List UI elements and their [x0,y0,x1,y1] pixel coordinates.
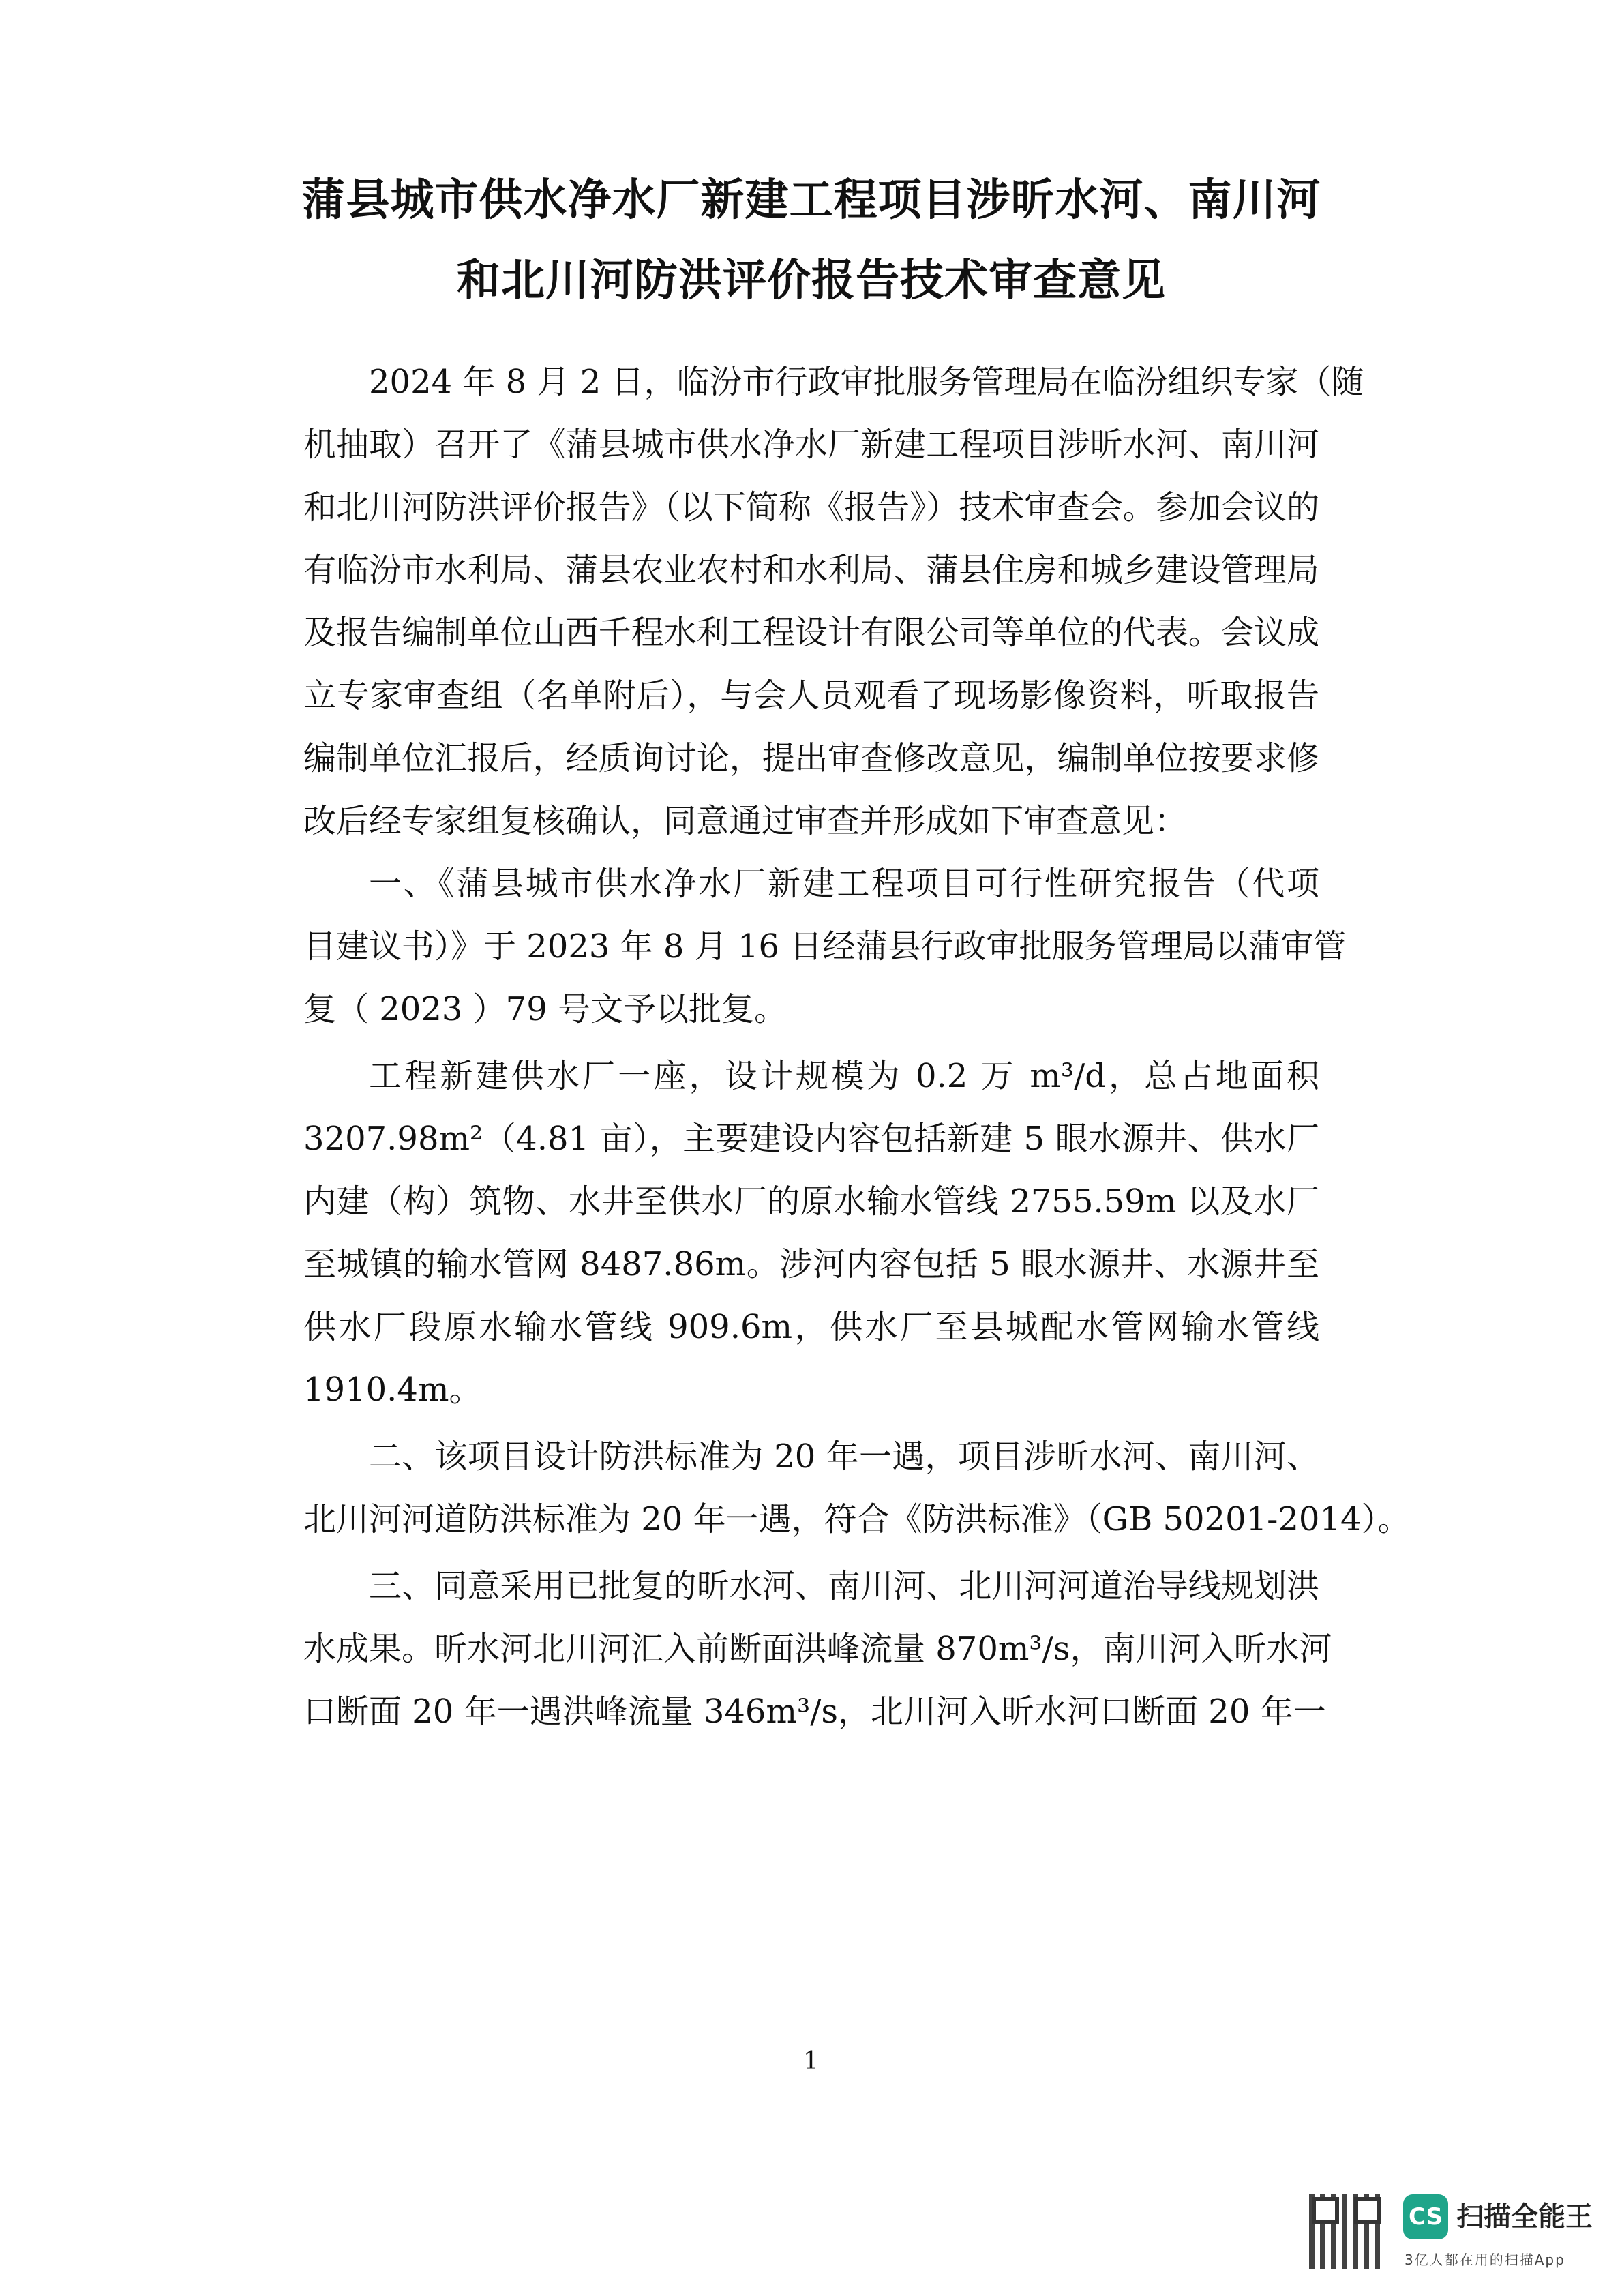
body-line: 口断面 20 年一遇洪峰流量 346m³/s，北川河入昕水河口断面 20 年一 [303,1693,1326,1731]
body-line: 至城镇的输水管网 8487.86m。涉河内容包括 5 眼水源井、水源井至 [303,1245,1319,1283]
body-line: 改后经专家组复核确认，同意通过审查并形成如下审查意见： [303,802,1188,840]
body-line: 立专家审查组（名单附后），与会人员观看了现场影像资料，听取报告 [303,676,1319,715]
body-line: 及报告编制单位山西千程水利工程设计有限公司等单位的代表。会议成 [303,614,1319,652]
scanner-watermark [1309,2194,1609,2276]
qr-code-icon [1309,2194,1384,2269]
document-title-line-2: 和北川河防洪评价报告技术审查意见 [457,256,1166,306]
body-line: 二、该项目设计防洪标准为 20 年一遇，项目涉昕水河、南川河、 [369,1437,1319,1476]
body-line: 2024 年 8 月 2 日，临汾市行政审批服务管理局在临汾组织专家（随 [369,363,1364,401]
watermark-tagline: 3亿人都在用的扫描App [1405,2252,1565,2268]
body-line: 北川河河道防洪标准为 20 年一遇，符合《防洪标准》（GB 50201-2014）。 [303,1500,1411,1538]
body-line: 和北川河防洪评价报告》（以下简称《报告》）技术审查会。参加会议的 [303,488,1319,526]
body-line: 内建（构）筑物、水井至供水厂的原水输水管线 2755.59m 以及水厂 [303,1182,1319,1221]
watermark-brand: 扫描全能王 [1456,2201,1593,2233]
body-line: 3207.98m²（4.81 亩），主要建设内容包括新建 5 眼水源井、供水厂 [303,1120,1319,1158]
body-line: 1910.4m。 [303,1371,482,1409]
body-line: 复（ 2023 ）79 号文予以批复。 [303,990,787,1028]
body-line: 有临汾市水利局、蒲县农业农村和水利局、蒲县住房和城乡建设管理局 [303,551,1319,589]
body-line: 工程新建供水厂一座，设计规模为 0.2 万 m³/d，总占地面积 [369,1057,1319,1095]
body-line: 供水厂段原水输水管线 909.6m，供水厂至县城配水管网输水管线 [303,1308,1319,1346]
body-line: 编制单位汇报后，经质询讨论，提出审查修改意见，编制单位按要求修 [303,739,1319,777]
body-line: 机抽取）召开了《蒲县城市供水净水厂新建工程项目涉昕水河、南川河 [303,426,1319,464]
body-line: 水成果。昕水河北川河汇入前断面洪峰流量 870m³/s，南川河入昕水河 [303,1630,1332,1668]
body-line: 一、《蒲县城市供水净水厂新建工程项目可行性研究报告（代项 [369,865,1319,903]
page-number: 1 [803,2047,819,2075]
document-title-line-1: 蒲县城市供水净水厂新建工程项目涉昕水河、南川河 [301,175,1321,226]
body-line: 三、同意采用已批复的昕水河、南川河、北川河河道治导线规划洪 [369,1567,1319,1605]
body-line: 目建议书）》于 2023 年 8 月 16 日经蒲县行政审批服务管理局以蒲审管 [303,927,1347,966]
camscanner-logo-icon: CS [1403,2194,1448,2239]
